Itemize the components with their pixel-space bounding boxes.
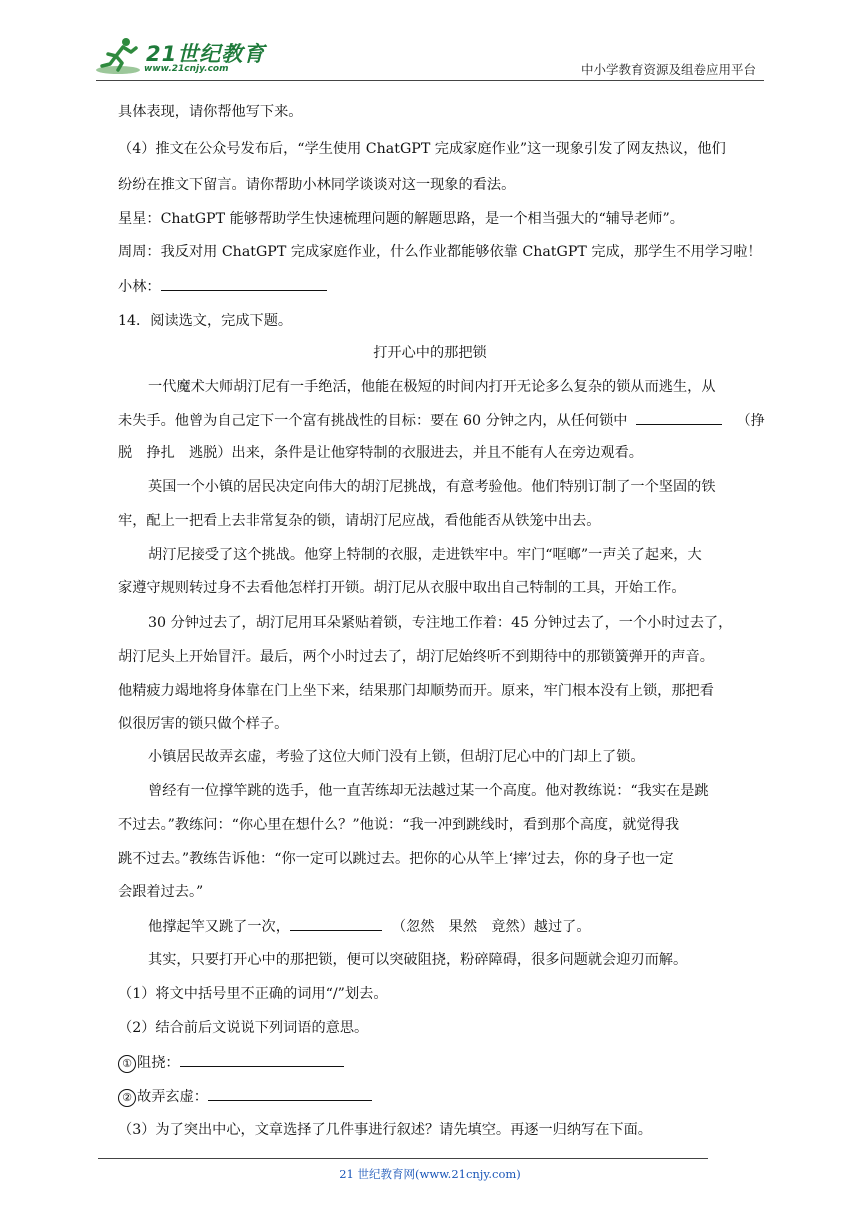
paragraph-line: 不过去。”教练问：“你心里在想什么？”他说：“我一冲到跳线时，看到那个高度，就觉得我 [118,817,680,833]
circled-number-2: ② [118,1089,136,1107]
answer-blank[interactable] [208,1086,372,1101]
paragraph-line: 脱 挣扎 逃脱）出来，条件是让他穿特制的衣服进去，并且不能有人在旁边观看。 [118,445,643,461]
paragraph-line: 胡汀尼接受了这个挑战。他穿上特制的衣服，走进铁牢中。牢门“哐啷”一声关了起来，大 [148,547,702,563]
answer-blank[interactable] [180,1052,344,1067]
paragraph-line: 英国一个小镇的居民决定向伟大的胡汀尼挑战，有意考验他。他们特别订制了一个坚固的铁 [148,479,716,495]
logo-url: www.21cnjy.com [144,64,229,74]
word-item-2 [118,1086,372,1107]
logo-title: 21世纪教育 [146,42,266,66]
paragraph-line: 牢，配上一把看上去非常复杂的锁，请胡汀尼应战，看他能否从铁笼中出去。 [118,513,601,529]
text-line: 纷纷在推文下留言。请你帮助小林同学谈谈对这一现象的看法。 [118,177,516,193]
paragraph-line: 一代魔术大师胡汀尼有一手绝活，他能在极短的时间内打开无论多么复杂的锁从而逃生，从 [148,379,716,395]
circled-number-1: ① [118,1055,136,1073]
paragraph-line: 他精疲力竭地将身体靠在门上坐下来，结果那门却顺势而开。原来，牢门根本没有上锁，那把看 [118,683,714,699]
comment-xingxing: 星星：ChatGPT 能够帮助学生快速梳理问题的解题思路，是一个相当强大的“辅导老师”。 [118,211,684,227]
question-4: （4）推文在公众号发布后，“学生使用 ChatGPT 完成家庭作业”这一现象引发了网友热议，他们 [118,141,726,157]
paragraph-text: 未失手。他曾为自己定下一个富有挑战性的目标：要在 60 分钟之内，从任何锁中 [118,413,628,429]
paragraph-line: 其实，只要打开心中的那把锁，便可以突破阻挠，粉碎障碍，很多问题就会迎刃而解。 [148,952,688,968]
word-label: 阻挠： [137,1055,180,1071]
paragraph-line [118,410,765,431]
page-header [96,34,764,80]
answer-blank[interactable] [161,276,327,291]
paragraph-line: 会跟着过去。” [118,884,204,900]
sub-question-1: （1）将文中括号里不正确的词用“/”划去。 [118,986,388,1002]
word-item-1 [118,1052,344,1073]
option-text: （挣 [736,413,765,429]
paragraph-line: 跳不过去。”教练告诉他：“你一定可以跳过去。把你的心从竿上‘摔’过去，你的身子也一定 [118,851,674,867]
option-text: （忽然 果然 竟然）越过了。 [391,919,591,935]
comment-xiaolin [118,276,327,297]
paragraph-text: 他撑起竿又跳了一次， [148,919,290,935]
paragraph-line: 似很厉害的锁只做个样子。 [118,716,289,732]
platform-name: 中小学教育资源及组卷应用平台 [580,62,756,77]
paragraph-line: 曾经有一位撑竿跳的选手，他一直苦练却无法越过某一个高度。他对教练说：“我实在是跳 [148,783,709,799]
footer-divider [98,1158,708,1159]
running-man-logo-icon [96,36,146,76]
paragraph-line: 30 分钟过去了，胡汀尼用耳朵紧贴着锁，专注地工作着：45 分钟过去了，一个小时过去了， [148,615,733,631]
sub-question-2: （2）结合前后文说说下列词语的意思。 [118,1020,369,1036]
paragraph-line: 小镇居民故弄玄虚，考验了这位大师门没有上锁，但胡汀尼心中的门却上了锁。 [148,749,645,765]
site-logo[interactable] [96,34,266,78]
paragraph-line [148,916,591,937]
text-line: 具体表现，请你帮他写下来。 [118,104,303,120]
question-14: 14．阅读选文，完成下题。 [118,313,293,329]
sub-question-3: （3）为了突出中心，文章选择了几件事进行叙述？请先填空。再逐一归纳写在下面。 [118,1122,652,1138]
fill-blank-2[interactable] [290,916,382,931]
paragraph-line: 胡汀尼头上开始冒汗。最后，两个小时过去了，胡汀尼始终听不到期待中的那锁簧弹开的声音。 [118,649,714,665]
header-divider [96,80,764,81]
comment-zhouzhou: 周周：我反对用 ChatGPT 完成家庭作业，什么作业都能够依靠 ChatGPT 完成，那学生不用学习啦！ [118,244,762,260]
paragraph-line: 家遵守规则转过身不去看他怎样打开锁。胡汀尼从衣服中取出自己特制的工具，开始工作。 [118,580,686,596]
fill-blank-1[interactable] [636,410,722,425]
comment-label: 小林： [118,279,161,295]
passage-title: 打开心中的那把锁 [373,345,487,361]
footer-link[interactable]: 21 世纪教育网(www.21cnjy.com) [339,1167,521,1181]
word-label: 故弄玄虚： [137,1089,208,1105]
